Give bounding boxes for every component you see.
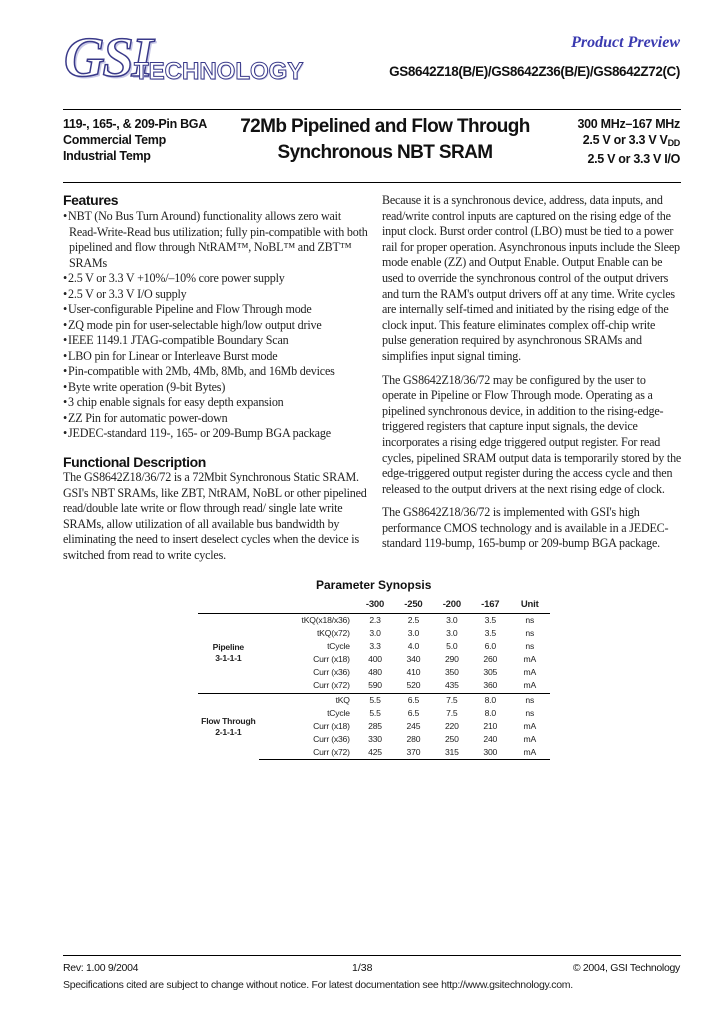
gsi-logo — [62, 27, 304, 94]
unit-cell: mA — [523, 654, 536, 665]
flow-through-group-label: Flow Through 2-1-1-1 — [198, 693, 259, 759]
value-cell: 2.5 — [407, 615, 420, 625]
value-cell: 2.3 — [369, 615, 381, 625]
frequency-range: 300 MHz–167 MHz — [577, 117, 680, 131]
revision: Rev: 1.00 9/2004 — [63, 962, 139, 974]
value-cell: 590 — [368, 680, 382, 691]
feature-item: • ZZ Pin for automatic power-down — [63, 411, 368, 427]
param-cell: Curr (x36) — [313, 667, 350, 678]
title-rule — [63, 182, 681, 183]
footer-rule — [63, 955, 681, 956]
value-cell: 360 — [483, 680, 498, 691]
unit-cell: mA — [523, 680, 536, 691]
unit-cell: mA — [523, 667, 536, 678]
value-cell: 5.0 — [446, 641, 458, 652]
value-cell: 3.3 — [369, 641, 381, 652]
value-cell: 3.5 — [484, 615, 496, 625]
value-cell: 3.0 — [446, 628, 458, 639]
value-cell: 6.5 — [394, 693, 432, 707]
value-cell: 3.5 — [484, 628, 496, 639]
logo-gsi-text: GSI — [64, 27, 152, 89]
param-cell: tKQ(x72) — [316, 628, 350, 639]
param-cell: tCycle — [327, 707, 350, 718]
header-rule — [63, 109, 681, 110]
vdd-subscript: DD — [667, 138, 680, 148]
unit-cell: ns — [525, 615, 535, 625]
param-cell: tCycle — [327, 641, 350, 652]
page-number: 1/38 — [352, 962, 373, 974]
value-cell: 370 — [394, 746, 432, 760]
features-heading: Features — [63, 192, 119, 208]
vdd-spec — [578, 132, 681, 151]
feature-item: • User-configurable Pipeline and Flow Through mode — [63, 302, 368, 318]
param-cell: tKQ — [259, 693, 356, 707]
package-info — [63, 116, 207, 164]
value-cell: 6.0 — [484, 641, 496, 652]
value-cell: 400 — [368, 654, 382, 665]
value-cell: 240 — [483, 733, 498, 744]
value-cell: 8.0 — [484, 707, 496, 718]
temp-commercial: Commercial Temp — [63, 133, 166, 147]
feature-item: • 2.5 V or 3.3 V +10%/–10% core power supply — [63, 271, 368, 287]
feature-item: • 3 chip enable signals for easy depth expansion — [63, 395, 368, 411]
value-cell: 250 — [444, 733, 459, 744]
feature-item: • Byte write operation (9-bit Bytes) — [63, 380, 368, 396]
value-cell: 7.5 — [433, 693, 471, 707]
feature-item: • ZQ mode pin for user-selectable high/low output drive — [63, 318, 368, 334]
table-row — [198, 693, 550, 707]
parameter-synopsis-table — [198, 597, 550, 760]
param-cell: Curr (x18) — [313, 720, 350, 731]
value-cell: 260 — [483, 654, 498, 665]
copyright: © 2004, GSI Technology — [572, 962, 680, 974]
product-preview-label: Product Preview — [571, 34, 680, 51]
feature-item: • LBO pin for Linear or Interleave Burst mode — [63, 349, 368, 365]
unit-cell: mA — [509, 746, 550, 760]
table-header-row — [198, 597, 550, 614]
value-cell: 305 — [483, 667, 498, 678]
page-title — [220, 114, 550, 166]
param-cell: Curr (x72) — [313, 680, 350, 691]
functional-description-heading: Functional Description — [63, 454, 206, 470]
value-cell: 435 — [444, 680, 459, 691]
param-cell: Curr (x72) — [259, 746, 356, 760]
value-cell: 350 — [444, 667, 459, 678]
value-cell: 330 — [368, 733, 382, 744]
value-cell: 4.0 — [407, 641, 420, 652]
value-cell: 220 — [444, 720, 459, 731]
value-cell: 3.0 — [369, 628, 381, 639]
unit-cell: mA — [523, 733, 536, 744]
logo-technology-text: TECHNOLOGY — [134, 58, 304, 85]
feature-item: • JEDEC-standard 119-, 165- or 209-Bump BGA package — [63, 426, 368, 442]
synopsis-body — [198, 614, 550, 760]
value-cell: 7.5 — [446, 707, 458, 718]
feature-item: • NBT (No Bus Turn Around) functionality allows zero wait Read-Write-Read bus utilization; fully pin-compatible with both pipelined and flow through NtRAM™, NoBL™ and ZBT™ SRAMs — [63, 209, 368, 271]
synopsis-title: Parameter Synopsis — [316, 578, 432, 592]
value-cell: 3.0 — [407, 628, 420, 639]
value-cell: 480 — [368, 667, 382, 678]
feature-item: • IEEE 1149.1 JTAG-compatible Boundary Scan — [63, 333, 368, 349]
value-cell: 410 — [406, 667, 421, 678]
unit-cell: ns — [525, 641, 535, 652]
value-cell: 210 — [483, 720, 498, 731]
value-cell: 280 — [406, 733, 421, 744]
paragraph-modes: The GS8642Z18/36/72 may be configured by the user to operate in Pipeline or Flow Through mode. Operating as a pipelined synchronous device, in addition to the rising-edge-triggered registers that capture input signals, the device incorporates a rising edge triggered output register. For read cycles, pipelined SRAM output data is temporarily stored by the edge-triggered output register during the access cycle and then released to the output drivers at the next rising edge of clock. — [382, 372, 682, 496]
value-cell: 300 — [471, 746, 509, 760]
value-cell: 5.5 — [369, 707, 381, 718]
value-cell: 245 — [406, 720, 421, 731]
package-line: 119-, 165-, & 209-Pin BGA — [63, 117, 207, 131]
col-300: -300 — [356, 597, 394, 614]
value-cell: 5.5 — [356, 693, 394, 707]
value-cell: 520 — [406, 680, 421, 691]
value-cell: 290 — [444, 654, 459, 665]
value-cell: 340 — [406, 654, 421, 665]
value-cell: 8.0 — [471, 693, 509, 707]
functional-description-text: The GS8642Z18/36/72 is a 72Mbit Synchronous Static SRAM. GSI's NBT SRAMs, like ZBT, NtRAM, NoBL or other pipelined read/double late write or flow through read/ single late write SRAMs, allow utilization of all available bus bandwidth by eliminating the need to insert deselect cycles when the device is switched from read to write cycles. — [63, 470, 367, 562]
col-167: -167 — [471, 597, 509, 614]
value-cell: 3.0 — [446, 615, 458, 625]
pipeline-group-label: Pipeline 3-1-1-1 — [212, 642, 245, 664]
features-list — [63, 209, 368, 442]
paragraph-technology: The GS8642Z18/36/72 is implemented with GSI's high performance CMOS technology and is available in a JEDEC-standard 119-bump, 165-bump or 209-bump BGA package. — [382, 505, 669, 551]
specifications-note: Specifications cited are subject to change without notice. For latest documentation see http://www.gsitechnology.com. — [63, 979, 573, 991]
unit-cell: ns — [525, 628, 535, 639]
vdd-text: 2.5 V or 3.3 V V — [582, 133, 668, 147]
param-col-header — [259, 597, 356, 614]
col-250: -250 — [394, 597, 432, 614]
group-col-header — [198, 597, 259, 614]
col-200: -200 — [433, 597, 471, 614]
title-line-2: Synchronous NBT SRAM — [277, 142, 493, 163]
temp-industrial: Industrial Temp — [63, 149, 151, 163]
description-column — [382, 193, 682, 560]
param-cell: tKQ(x18/x36) — [301, 615, 350, 625]
param-cell: Curr (x18) — [313, 654, 350, 665]
col-unit: Unit — [509, 597, 550, 614]
feature-item: • 2.5 V or 3.3 V I/O supply — [63, 287, 368, 303]
spec-summary — [578, 116, 681, 167]
part-numbers: GS8642Z18(B/E)/GS8642Z36(B/E)/GS8642Z72(C) — [389, 64, 680, 79]
value-cell: 6.5 — [407, 707, 420, 718]
value-cell: 285 — [368, 720, 382, 731]
title-line-1: 72Mb Pipelined and Flow Through — [240, 116, 530, 137]
param-cell: Curr (x36) — [313, 733, 350, 744]
unit-cell: mA — [523, 720, 536, 731]
value-cell: 425 — [356, 746, 394, 760]
unit-cell: ns — [525, 707, 535, 718]
value-cell: 315 — [433, 746, 471, 760]
io-spec: 2.5 V or 3.3 V I/O — [587, 152, 680, 166]
feature-item: • Pin-compatible with 2Mb, 4Mb, 8Mb, and 16Mb devices — [63, 364, 368, 380]
table-row — [198, 614, 550, 628]
unit-cell: ns — [509, 693, 550, 707]
paragraph-sync-device: Because it is a synchronous device, address, data inputs, and read/write control inputs are captured on the rising edge of the input clock. Burst order control (LBO) must be tied to a power rail for proper operation. Asynchronous inputs include the Sleep mode enable (ZZ) and Output Enable. Output Enable can be used to override the synchronous control of the output drivers and turn the RAM's output drivers off at any time. Write cycles are internally self-timed and initiated by the rising edge of the clock input. This feature eliminates complex off-chip write pulse generation required by asynchronous SRAMs and simplifies input signal timing. — [382, 193, 680, 363]
